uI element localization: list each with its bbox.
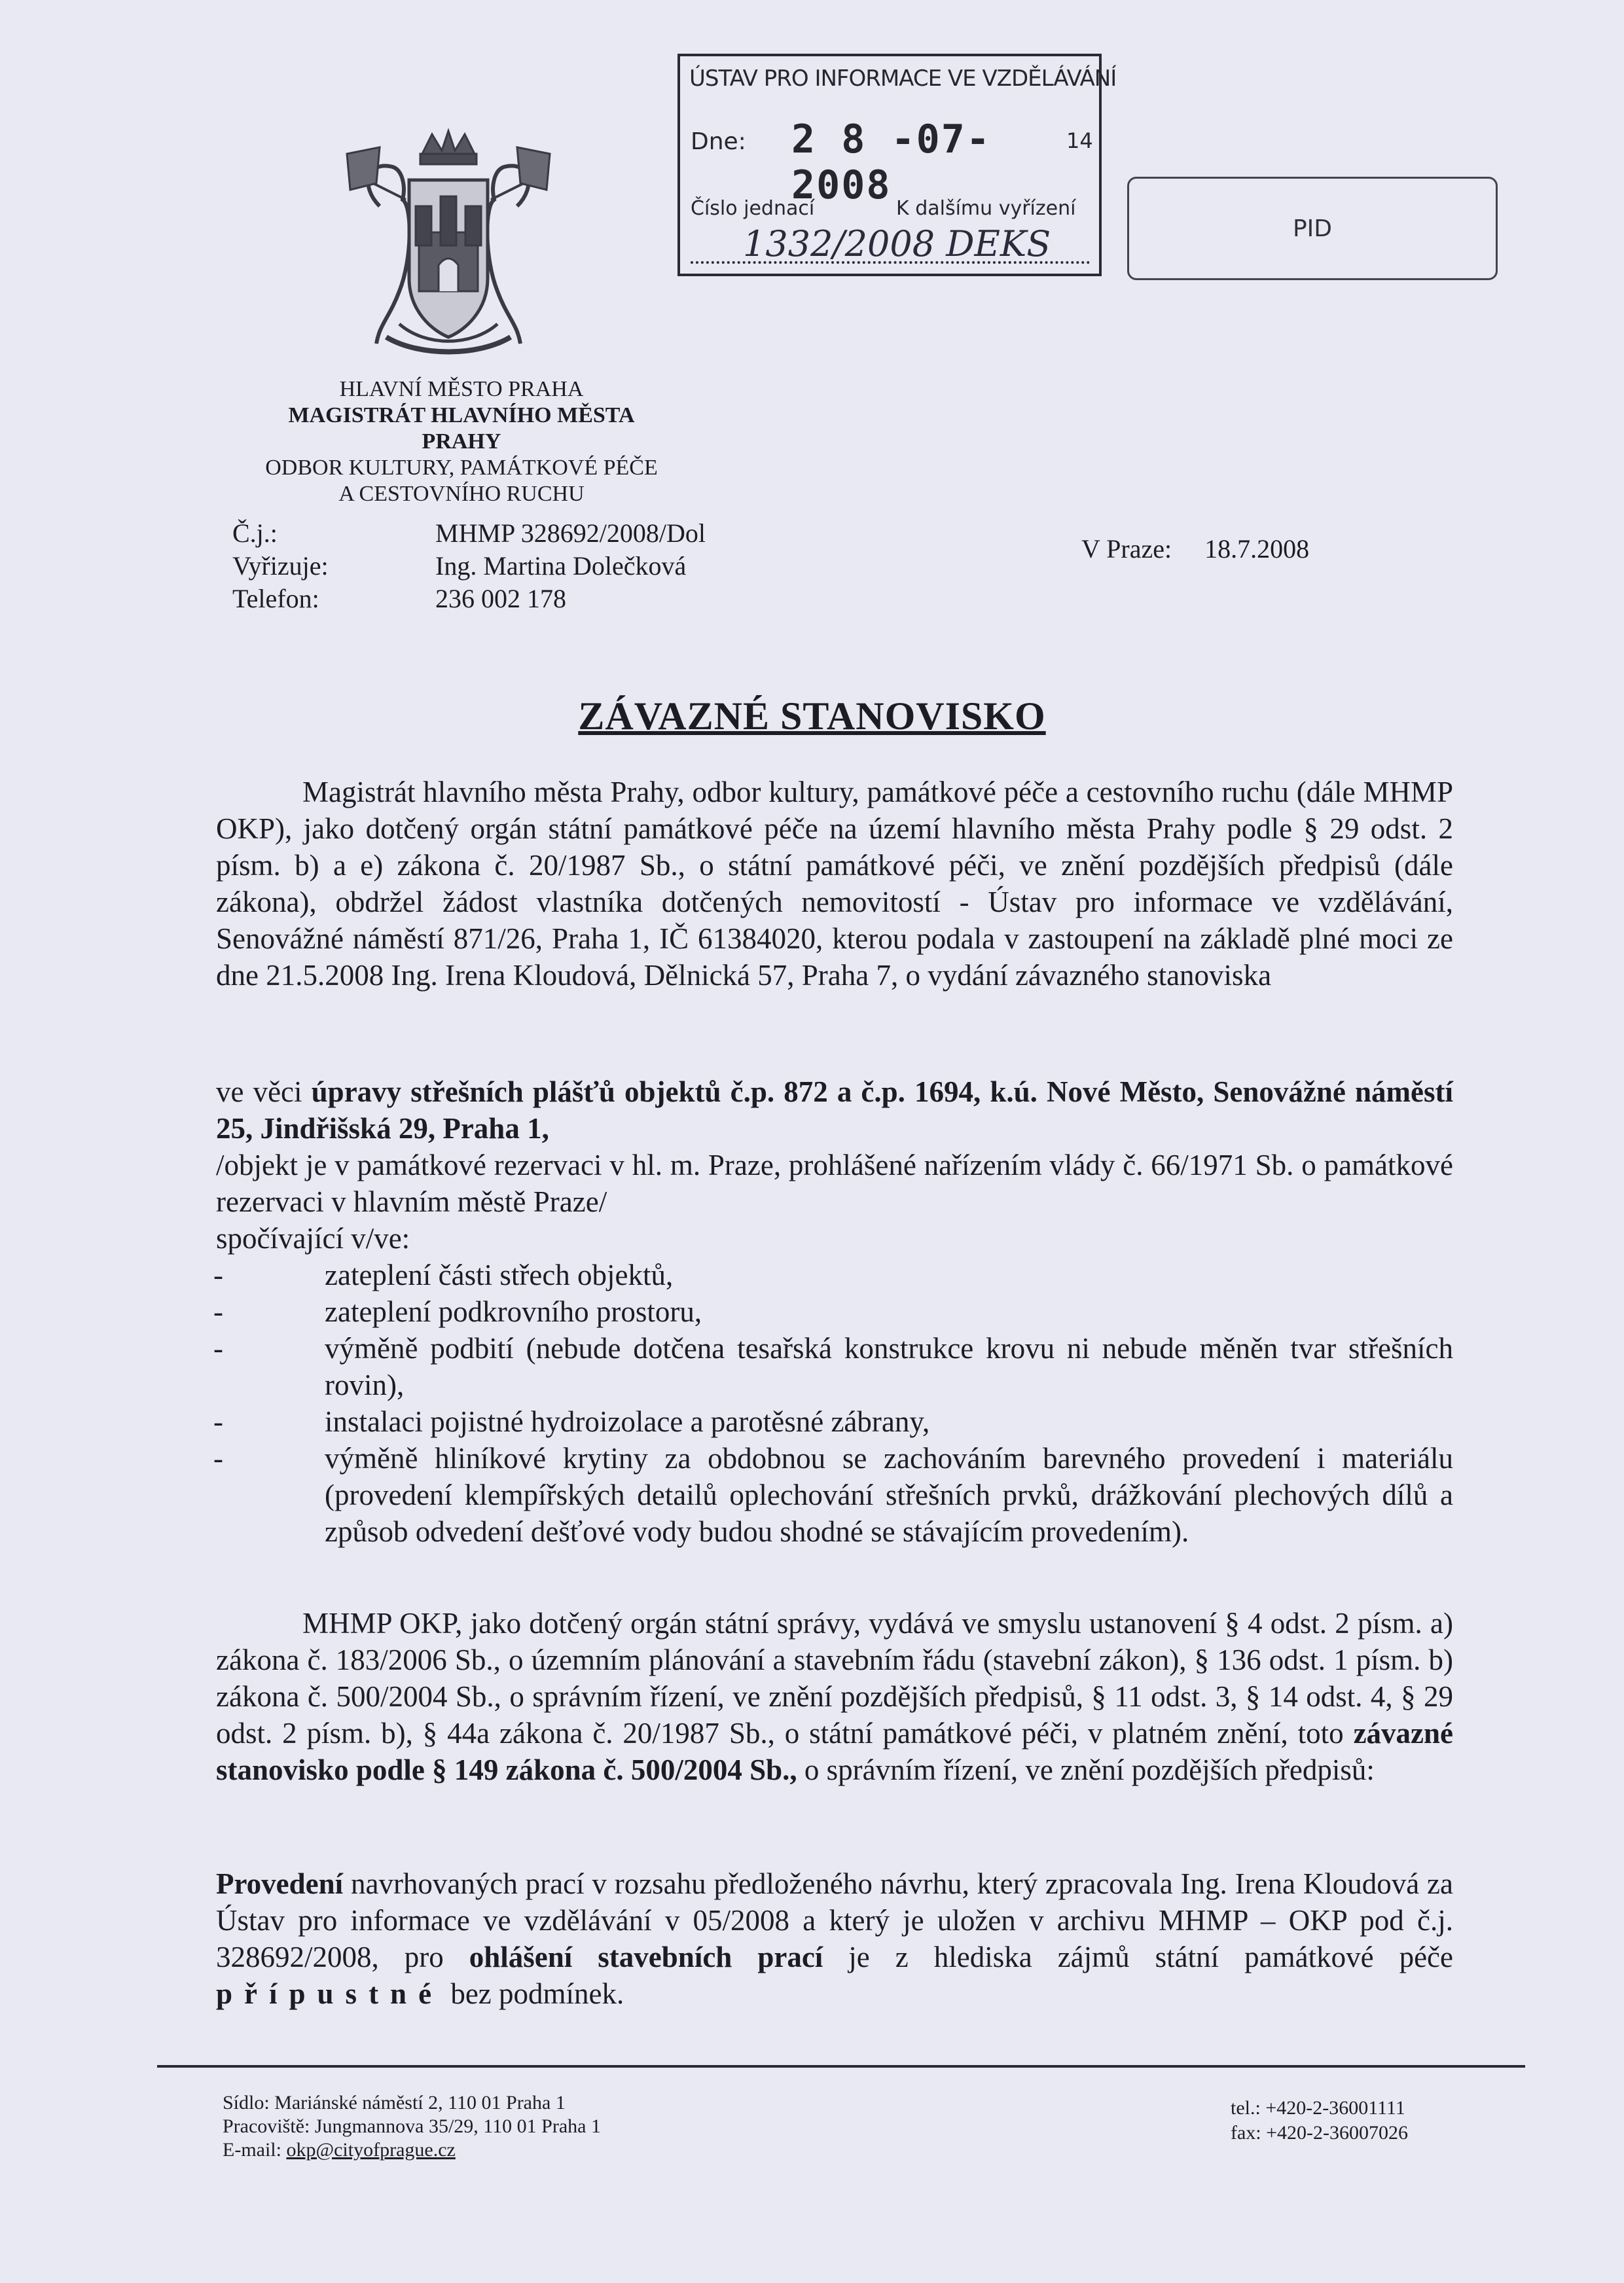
footer-email-label: E-mail:	[223, 2139, 281, 2161]
stamp-number: 14	[1066, 128, 1093, 153]
place-date	[1081, 533, 1309, 564]
list-item: - instalaci pojistné hydroizolace a parotěsné zábrany,	[216, 1403, 1453, 1440]
phone-value: 236 002 178	[435, 584, 566, 613]
authority-line-3: ODBOR KULTURY, PAMÁTKOVÉ PÉČE	[265, 456, 658, 480]
footer-contact	[1231, 2096, 1408, 2146]
footer-seat: Sídlo: Mariánské náměstí 2, 110 01 Praha 1	[223, 2092, 566, 2113]
decision-text-1: navrhovaných prací v rozsahu předloženého návrhu, který zpracovala Ing. Irena Kloudová za Ústav pro informace ve vzdělávání v 05/2008 a který je uložen v archivu MHMP – OKP pod č.j. 328692/2008, pro	[216, 1867, 1454, 1973]
authority-line-4: A CESTOVNÍHO RUCHU	[338, 482, 585, 506]
legal-basis-tail: o správním řízení, ve znění pozdějších předpisů:	[804, 1753, 1375, 1786]
list-item: - zateplení části střech objektů,	[216, 1257, 1453, 1293]
footer-email[interactable]: okp@cityofprague.cz	[286, 2139, 456, 2161]
prague-coat-of-arms-icon	[340, 128, 556, 363]
legal-basis-text: MHMP OKP, jako dotčený orgán státní správy, vydává ve smyslu ustanovení § 4 odst. 2 písm. a) zákona č. 183/2006 Sb., o územním plánování a stavebním řádu (stavební zákon), § 136 odst. 1 písm. b) zákona č. 500/2004 Sb., o správním řízení, ve znění pozdějších předpisů, § 11 odst. 3, § 14 odst. 4, § 29 odst. 2 písm. b), § 44a zákona č. 20/1987 Sb., o státní památkové péči, v platném znění, toto	[216, 1607, 1453, 1750]
footer-tel: tel.: +420-2-36001111	[1231, 2097, 1405, 2119]
decision-bold-2: ohlášení stavebních prací	[469, 1941, 823, 1973]
decision-text-2: je z hlediska zájmů státní památkové péče	[848, 1941, 1453, 1973]
authority-line-2: MAGISTRÁT HLAVNÍHO MĚSTA PRAHY	[288, 403, 635, 454]
paragraph-subject	[216, 1073, 1453, 1550]
phone-label: Telefon:	[232, 584, 319, 613]
reference-values	[435, 517, 706, 615]
stamp-date: 2 8 -07- 2008	[791, 117, 991, 208]
consisting-label: spočívající v/ve:	[216, 1222, 410, 1255]
document-date: 18.7.2008	[1204, 534, 1310, 564]
stamp-title: ÚSTAV PRO INFORMACE VE VZDĚLÁVÁNÍ	[689, 65, 1117, 92]
paragraph-request: Magistrát hlavního města Prahy, odbor kultury, památkové péče a cestovního ruchu (dále MHMP OKP), jako dotčený orgán státní památkové péče na území hlavního města Prahy podle § 29 odst. 2 písm. b) a e) zákona č. 20/1987 Sb., o státní památkové péči, ve znění pozdějších předpisů (dále zákona), obdržel žádost vlastníka dotčených nemovitostí - Ústav pro informace ve vzdělávání, Senovážné náměstí 871/26, Praha 1, IČ 61384020, kterou podala v zastoupení na základě plné moci ze dne 21.5.2008 Ing. Irena Kloudová, Dělnická 57, Praha 7, o vydání závazného stanoviska	[216, 776, 1453, 992]
list-item: - výměně podbití (nebude dotčena tesařská konstrukce krovu ni nebude měněn tvar střešních rovin),	[216, 1330, 1453, 1403]
stamp-cj-handwritten: 1332/2008 DEKS	[691, 223, 1090, 264]
footer-workplace: Pracoviště: Jungmannova 35/29, 110 01 Praha 1	[223, 2115, 601, 2137]
legal-basis-bold: závazné stanovisko podle § 149 zákona č. 500/2004 Sb.,	[216, 1717, 1454, 1786]
list-item: - výměně hliníkové krytiny za obdobnou se zachováním barevného provedení i materiálu (provedení klempířských detailů oplechování střešních prvků, drážkování plechových dílů a způsob odvedení dešťové vody budou shodné se stávajícím provedením).	[216, 1440, 1453, 1550]
decision-text-3: bez podmínek.	[450, 1977, 624, 2010]
authority-line-1: HLAVNÍ MĚSTO PRAHA	[339, 377, 584, 401]
reserve-note: /objekt je v památkové rezervaci v hl. m. Praze, prohlášené nařízením vlády č. 66/1971 Sb. o památkové rezervaci v hlavním městě Praze/	[216, 1149, 1453, 1218]
paragraph-legal-basis	[216, 1605, 1453, 1788]
subject-line	[216, 1073, 1453, 1147]
pid-label: PID	[1292, 215, 1333, 242]
footer-email-line	[223, 2138, 601, 2162]
reference-labels	[232, 517, 329, 615]
place-label: V Praze:	[1081, 534, 1172, 564]
decision-bold-1: Provedení	[216, 1867, 344, 1900]
handler-label: Vyřizuje:	[232, 551, 329, 581]
list-item: - zateplení podkrovního prostoru,	[216, 1293, 1453, 1330]
received-stamp	[677, 54, 1117, 276]
paragraph-decision	[216, 1865, 1453, 2012]
footer-address	[223, 2091, 601, 2162]
footer-divider	[157, 2065, 1525, 2068]
decision-verdict: přípustné	[216, 1977, 444, 2010]
issuing-authority	[249, 376, 674, 507]
subject-lead: ve věci	[216, 1075, 302, 1108]
stamp-cj-label: Číslo jednací	[691, 197, 815, 220]
pid-box	[1127, 177, 1498, 280]
handler-value: Ing. Martina Dolečková	[435, 551, 687, 581]
document-title: ZÁVAZNÉ STANOVISKO	[578, 694, 1046, 738]
subject-bold: úpravy střešních plášťů objektů č.p. 872 a č.p. 1694, k.ú. Nové Město, Senovážné náměstí 25, Jindřišská 29, Praha 1,	[216, 1075, 1453, 1145]
stamp-next-label: K dalšímu vyřízení	[896, 197, 1076, 220]
cj-value: MHMP 328692/2008/Dol	[435, 518, 706, 548]
footer-fax: fax: +420-2-36007026	[1231, 2122, 1409, 2144]
stamp-date-label: Dne:	[691, 128, 746, 155]
cj-label: Č.j.:	[232, 518, 278, 548]
works-list	[216, 1257, 1453, 1550]
